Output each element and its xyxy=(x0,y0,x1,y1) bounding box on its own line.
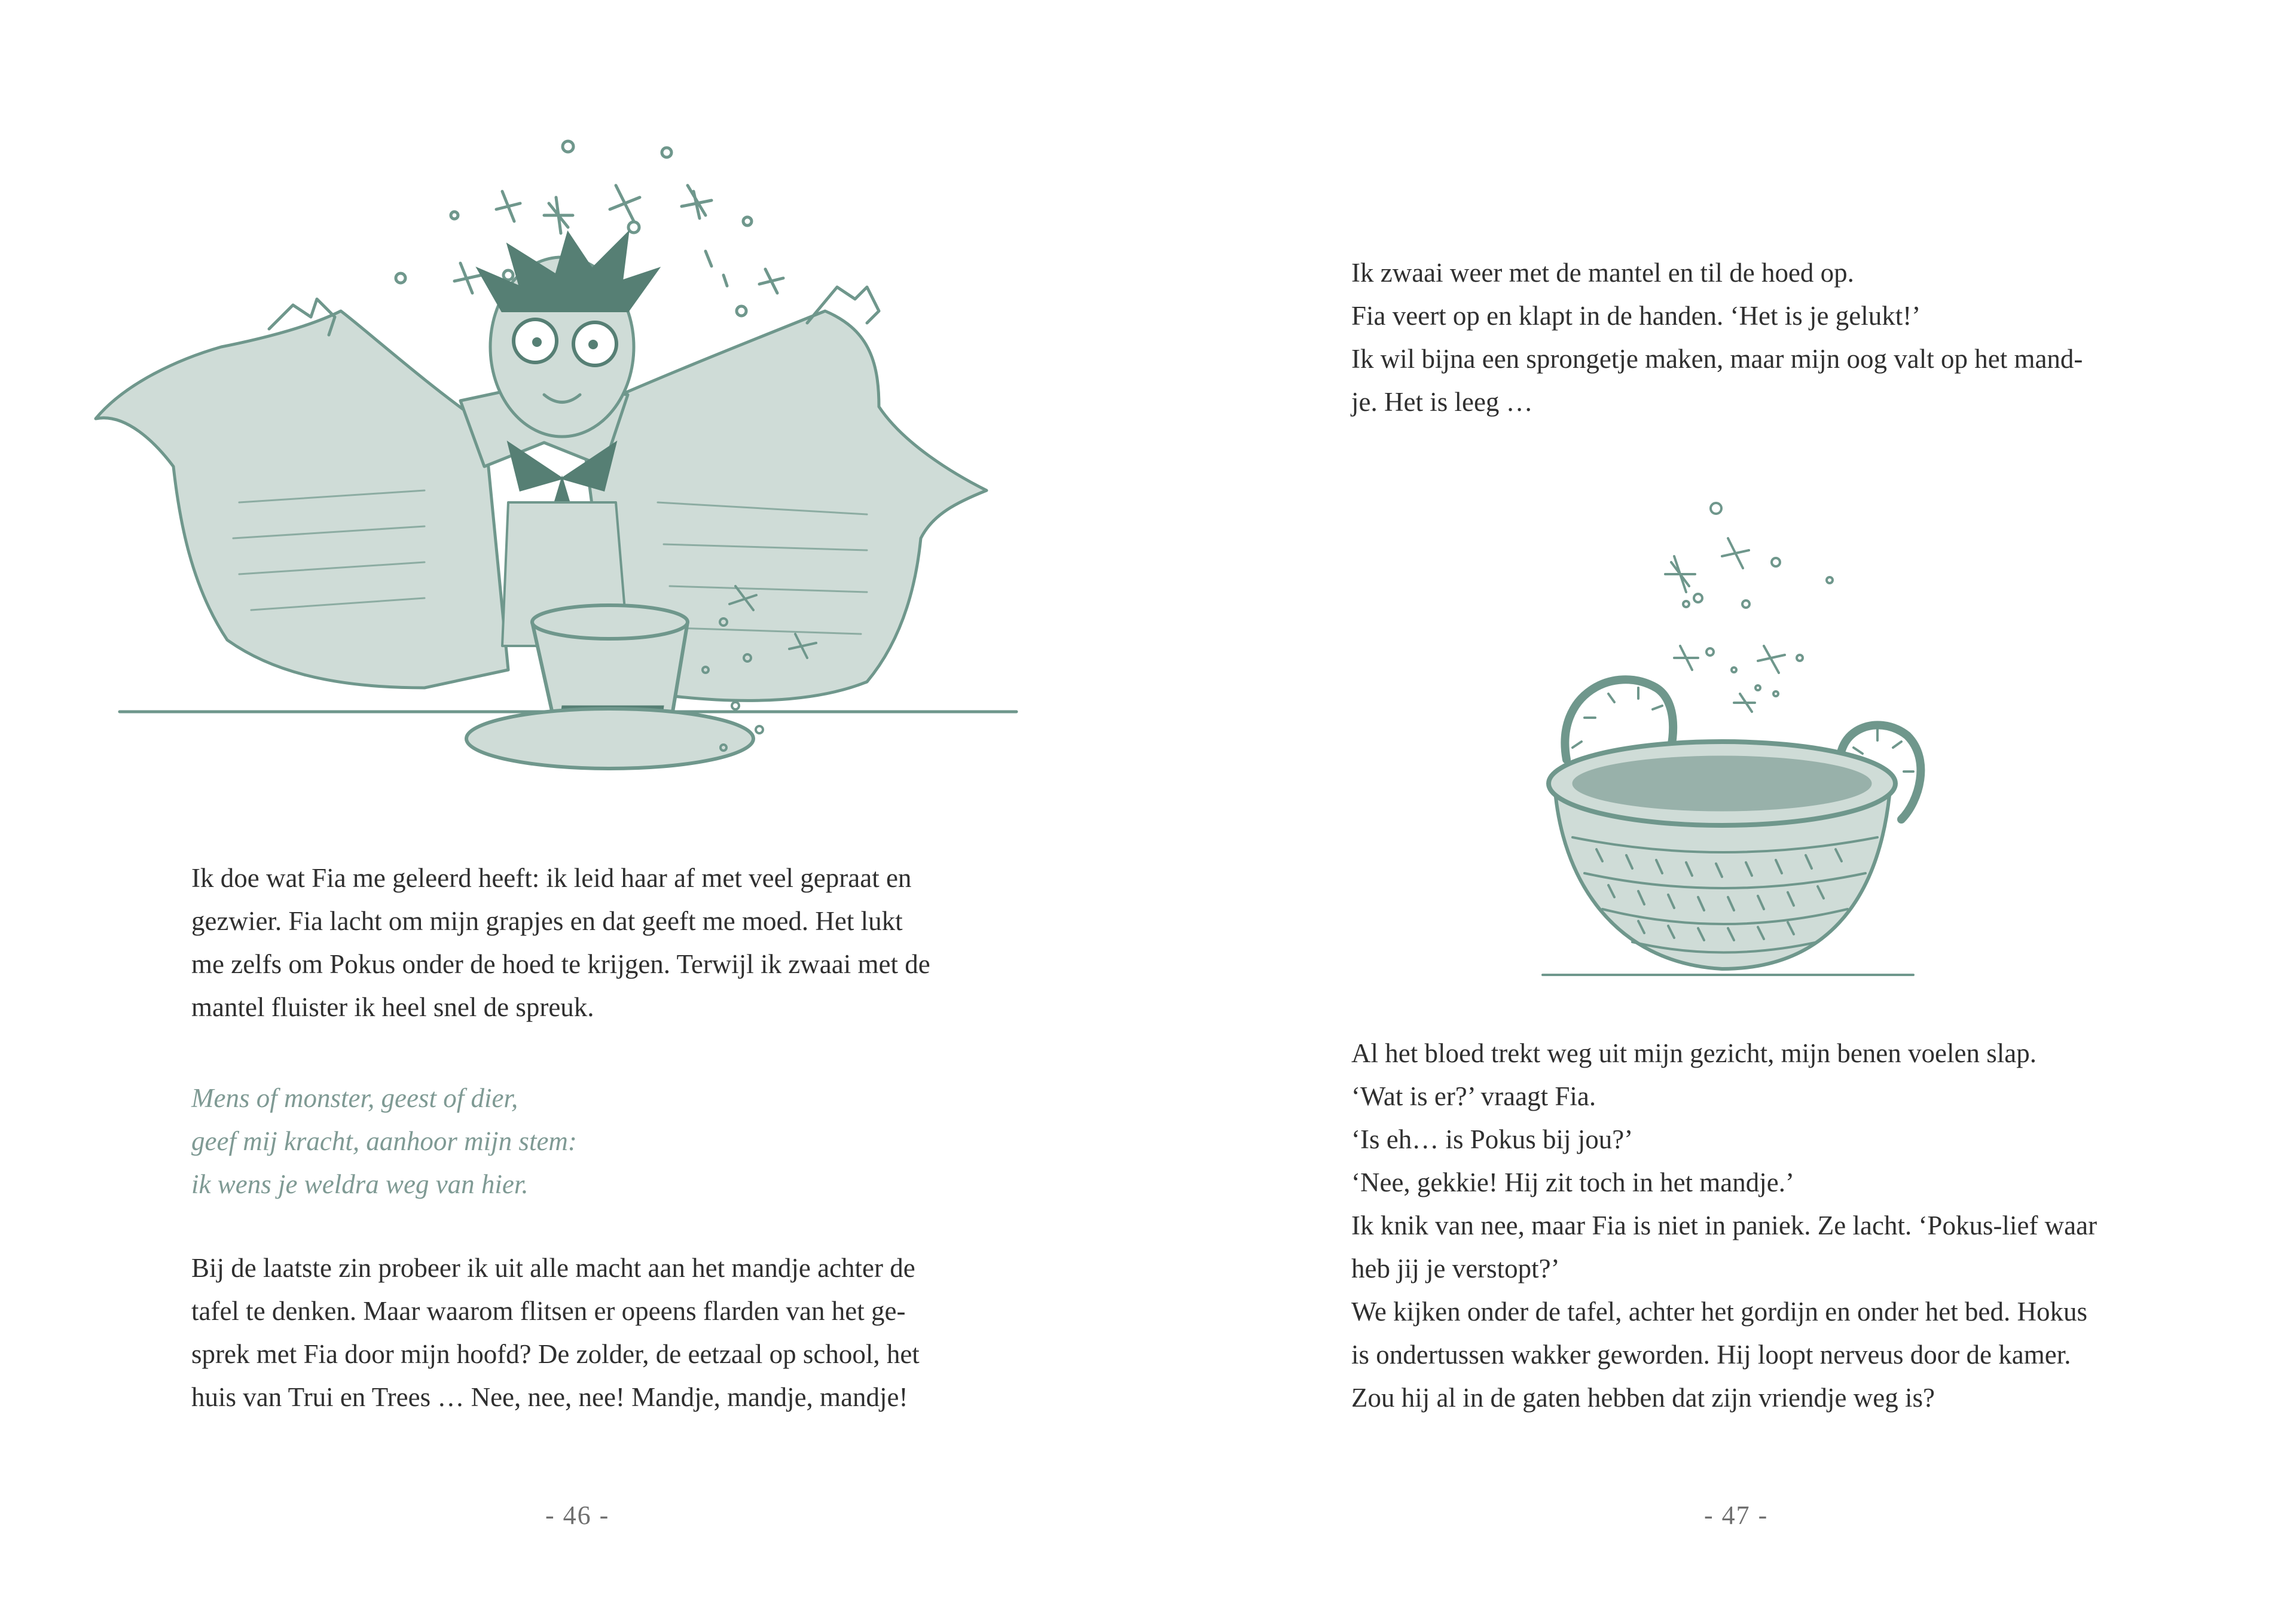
text-line: heb jij je verstopt?’ xyxy=(1351,1254,1560,1283)
text-line: ‘Nee, gekkie! Hij zit toch in het mandje.’ xyxy=(1351,1167,1794,1197)
text-line: We kijken onder de tafel, achter het gordijn en onder het bed. Hokus xyxy=(1351,1297,2087,1327)
magician-cape-illustration xyxy=(90,132,1094,813)
right-page xyxy=(1148,0,2296,1622)
empty-basket-illustration xyxy=(1519,496,1949,987)
text-line: me zelfs om Pokus onder de hoed te krijgen. Terwijl ik zwaai met de xyxy=(191,949,930,979)
poem-line: ik wens je weldra weg van hier. xyxy=(191,1169,529,1199)
text-line: Ik knik van nee, maar Fia is niet in paniek. Ze lacht. ‘Pokus-lief waar xyxy=(1351,1211,2097,1240)
text-line: Ik doe wat Fia me geleerd heeft: ik leid haar af met veel gepraat en xyxy=(191,863,912,893)
cape-left xyxy=(96,311,508,688)
spell-poem xyxy=(191,1077,577,1206)
text-line: Ik wil bijna een sprongetje maken, maar mijn oog valt op het mand- xyxy=(1351,344,2083,374)
text-line: je. Het is leeg … xyxy=(1351,387,1533,417)
poem-line: geef mij kracht, aanhoor mijn stem: xyxy=(191,1126,577,1156)
page-number-right: - 47 - xyxy=(1704,1501,1769,1530)
text-line: Ik zwaai weer met de mantel en til de hoed op. xyxy=(1351,258,1854,288)
text-line: sprek met Fia door mijn hoofd? De zolder, de eetzaal op school, het xyxy=(191,1339,920,1369)
text-line: is ondertussen wakker geworden. Hij loopt nerveus door de kamer. xyxy=(1351,1340,2071,1370)
text-line: tafel te denken. Maar waarom flitsen er opeens flarden van het ge- xyxy=(191,1296,906,1326)
text-line: Zou hij al in de gaten hebben dat zijn vriendje weg is? xyxy=(1351,1383,1935,1413)
magic-sparkles xyxy=(1665,503,1833,712)
text-line: Bij de laatste zin probeer ik uit alle macht aan het mandje achter de xyxy=(191,1253,915,1283)
right-paragraph-2 xyxy=(1351,1032,2097,1419)
text-line: mantel fluister ik heel snel de spreuk. xyxy=(191,992,594,1022)
text-line: ‘Is eh… is Pokus bij jou?’ xyxy=(1351,1124,1634,1154)
right-paragraph-1 xyxy=(1351,251,2083,423)
page-number-left: - 46 - xyxy=(545,1501,610,1530)
left-paragraph-2 xyxy=(191,1246,920,1419)
text-line: Fia veert op en klapt in de handen. ‘Het is je gelukt!’ xyxy=(1351,301,1921,331)
text-line: Al het bloed trekt weg uit mijn gezicht, mijn benen voelen slap. xyxy=(1351,1038,2037,1068)
text-line: gezwier. Fia lacht om mijn grapjes en dat geeft me moed. Het lukt xyxy=(191,906,903,936)
poem-line: Mens of monster, geest of dier, xyxy=(191,1083,518,1113)
left-paragraph-1 xyxy=(191,856,930,1029)
text-line: ‘Wat is er?’ vraagt Fia. xyxy=(1351,1081,1596,1111)
text-line: huis van Trui en Trees … Nee, nee, nee! Mandje, mandje, mandje! xyxy=(191,1382,908,1412)
